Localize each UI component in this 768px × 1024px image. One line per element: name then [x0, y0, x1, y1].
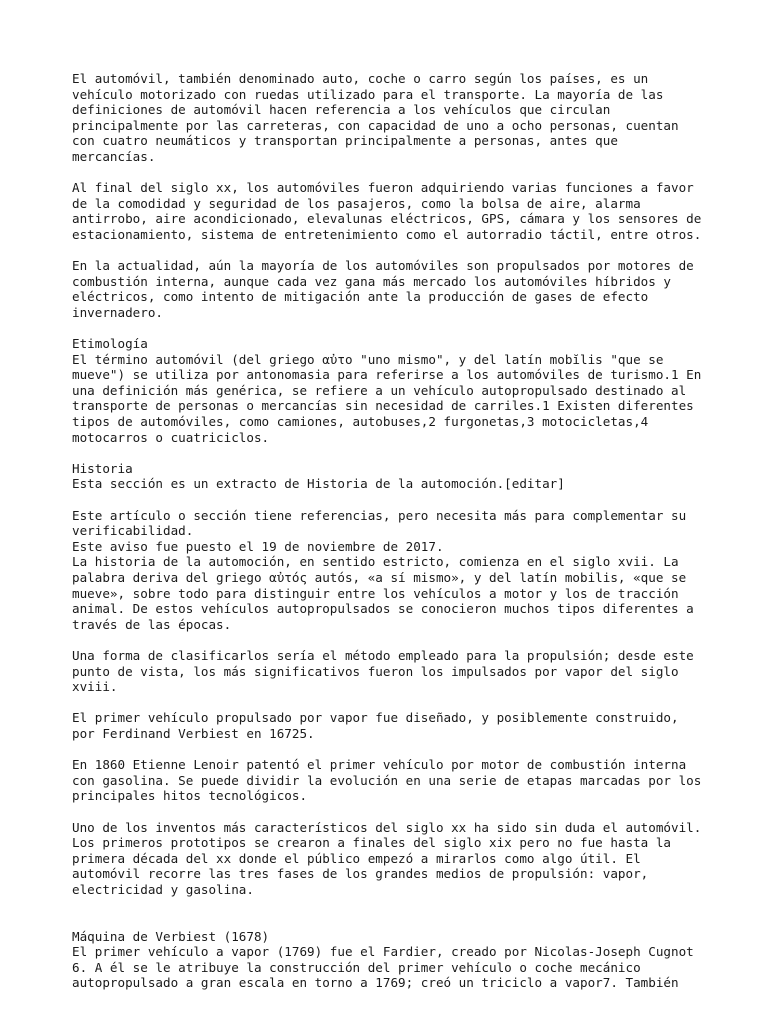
paragraph-first-steam: [72, 710, 712, 741]
text-line: vehículo motorizado con ruedas utilizado para el transporte. La mayoría de las: [72, 86, 664, 102]
text-line: de la comodidad y seguridad de los pasajeros, como la bolsa de aire, alarma: [72, 195, 641, 211]
paragraph-inventions: [72, 820, 712, 898]
text-line: El primer vehículo propulsado por vapor fue diseñado, y posiblemente construido,: [72, 710, 679, 726]
text-line: xviii.: [72, 679, 118, 695]
paragraph-features: [72, 180, 712, 242]
paragraph-verbiest: [72, 929, 712, 991]
text-line: electricidad y gasolina.: [72, 881, 254, 897]
text-line: animal. De estos vehículos autopropulsados se conocieron muchos tipos diferentes a: [72, 601, 694, 617]
text-line: punto de vista, los más significativos fueron los impulsados por vapor del siglo: [72, 663, 679, 679]
paragraph-etymology: [72, 336, 712, 445]
text-line: una definición más genérica, se refiere a un vehículo autopropulsado destinado al: [72, 382, 687, 398]
paragraph-lenoir: [72, 757, 712, 804]
paragraph-history-heading: [72, 461, 712, 492]
text-line: Una forma de clasificarlos sería el método empleado para la propulsión; desde este: [72, 647, 694, 663]
text-line: con gasolina. Se puede dividir la evolución en una serie de etapas marcadas por los: [72, 772, 702, 788]
text-line: Uno de los inventos más característicos del siglo xx ha sido sin duda el automóvil.: [72, 819, 702, 835]
text-line: definiciones de automóvil hacen referencia a los vehículos que circulan: [72, 102, 611, 118]
text-line: principales hitos tecnológicos.: [72, 788, 308, 804]
text-line: mueve") se utiliza por antonomasia para referirse a los automóviles de turismo.1 En: [72, 367, 702, 383]
text-line: mueve», sobre todo para distinguir entre los vehículos a motor y los de tracción: [72, 585, 679, 601]
text-line: En la actualidad, aún la mayoría de los automóviles son propulsados por motores de: [72, 258, 694, 274]
text-line: Los primeros prototipos se crearon a finales del siglo xix pero no fue hasta la: [72, 835, 671, 851]
text-line: principalmente por las carreteras, con capacidad de uno a ocho personas, cuentan: [72, 117, 679, 133]
document-body: [72, 71, 712, 1007]
paragraph-history: [72, 508, 712, 633]
text-line: con cuatro neumáticos y transportan principalmente a personas, antes que: [72, 133, 618, 149]
text-line: motocarros o cuatriciclos.: [72, 429, 270, 445]
text-line: través de las épocas.: [72, 616, 232, 632]
blank-line: [72, 913, 712, 929]
text-line: El término automóvil (del griego αὐτο "uno mismo", y del latín mobĭlis "que se: [72, 351, 664, 367]
text-line: Este aviso fue puesto el 19 de noviembre de 2017.: [72, 538, 444, 554]
text-line: transporte de personas o mercancías sin necesidad de carriles.1 Existen diferentes: [72, 398, 694, 414]
text-line: autopropulsado a gran escala en torno a 1769; creó un triciclo a vapor7. También: [72, 975, 679, 991]
text-line: invernadero.: [72, 304, 163, 320]
text-line: 6. A él se le atribuye la construcción del primer vehículo o coche mecánico: [72, 959, 641, 975]
text-line: palabra deriva del griego αὐτός autós, «a sí mismo», y del latín mobilis, «que se: [72, 570, 687, 585]
text-line: Este artículo o sección tiene referencias, pero necesita más para complementar su: [72, 507, 687, 523]
paragraph-classification: [72, 648, 712, 695]
text-line: El primer vehículo a vapor (1769) fue el Fardier, creado por Nicolas-Joseph Cugnot: [72, 944, 694, 960]
text-line: Al final del siglo xx, los automóviles fueron adquiriendo varias funciones a favor: [72, 180, 694, 196]
text-line: verificabilidad.: [72, 523, 194, 539]
text-line: Esta sección es un extracto de Historia de la automoción.[editar]: [72, 476, 565, 492]
paragraph-intro: [72, 71, 712, 165]
text-line: El automóvil, también denominado auto, coche o carro según los países, es un: [72, 71, 649, 86]
text-line: mercancías.: [72, 148, 156, 164]
text-line: combustión interna, aunque cada vez gana más mercado los automóviles híbridos y: [72, 273, 671, 289]
text-line: La historia de la automoción, en sentido estricto, comienza en el siglo xvii. La: [72, 554, 679, 570]
text-line: estacionamiento, sistema de entretenimiento como el autorradio táctil, entre otros.: [72, 226, 702, 242]
text-line: por Ferdinand Verbiest en 16725.: [72, 725, 315, 741]
text-line: eléctricos, como intento de mitigación ante la producción de gases de efecto: [72, 289, 649, 305]
section-heading-etymology: Etimología: [72, 336, 148, 352]
text-line: antirrobo, aire acondicionado, elevalunas eléctricos, GPS, cámara y los sensores de: [72, 211, 702, 227]
paragraph-present: [72, 258, 712, 320]
text-line: automóvil recorre las tres fases de los grandes medios de propulsión: vapor,: [72, 866, 649, 882]
text-line: En 1860 Etienne Lenoir patentó el primer vehículo por motor de combustión interna: [72, 757, 687, 773]
text-line: primera década del xx donde el público empezó a mirarlos como algo útil. El: [72, 850, 641, 866]
text-line: tipos de automóviles, como camiones, autobuses,2 furgonetas,3 motocicletas,4: [72, 414, 649, 430]
section-heading-history: Historia: [72, 460, 133, 476]
caption-verbiest: Máquina de Verbiest (1678): [72, 928, 270, 944]
